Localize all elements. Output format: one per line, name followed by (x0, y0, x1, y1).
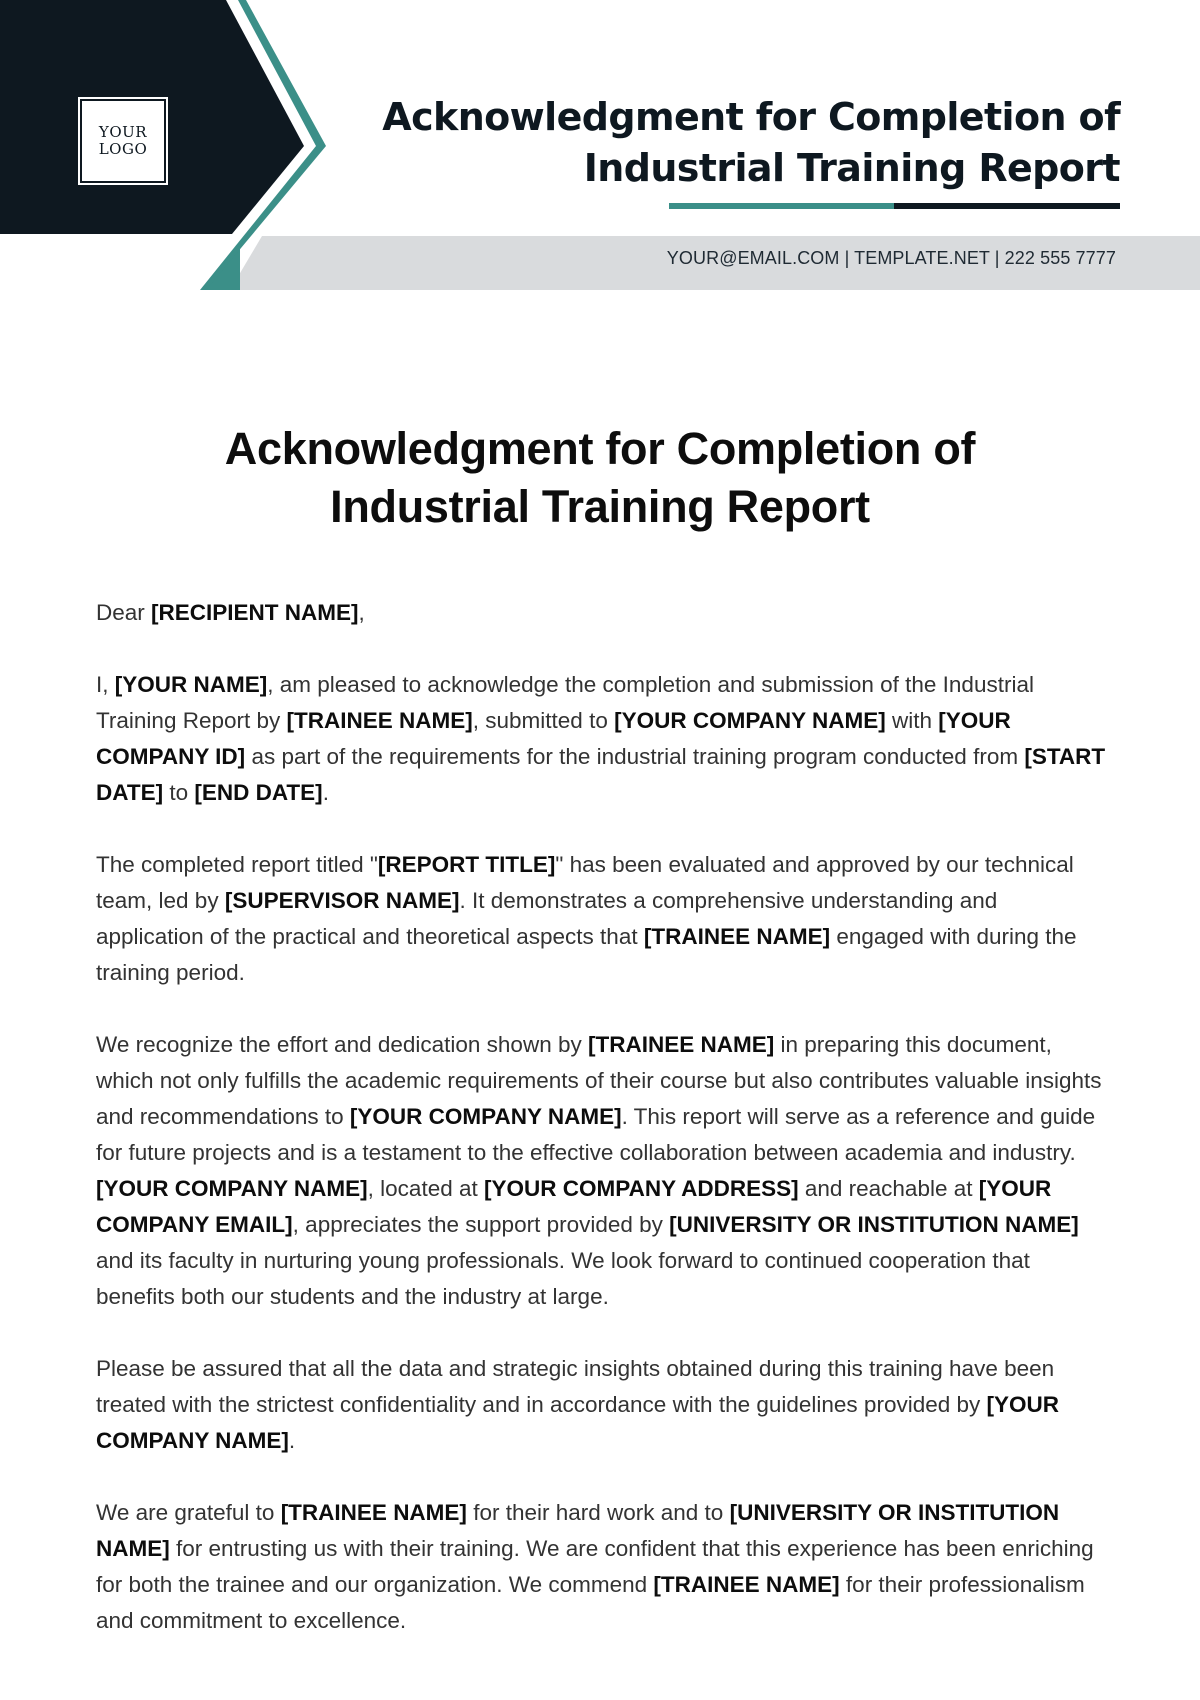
p2-placeholder: [REPORT TITLE] (377, 852, 556, 877)
p6-placeholder: [UNIVERSITY OR INSTITUTION NAME] (96, 1500, 1060, 1561)
p1-placeholder: [YOUR COMPANY NAME] (614, 708, 886, 733)
p1-text: I, (96, 672, 115, 697)
p2-placeholder: [SUPERVISOR NAME] (224, 888, 460, 913)
p3-text: . This report will serve as a reference and guide for future projects and is a testament to the effective collaboration between academia and industry. (96, 1104, 1096, 1165)
p1-text: to (163, 780, 195, 805)
contact-info: YOUR@EMAIL.COM | TEMPLATE.NET | 222 555 7777 (666, 248, 1116, 268)
header-title-line1: Acknowledgment for Completion of (382, 95, 1120, 139)
letterhead (0, 0, 1200, 300)
recipient-name-placeholder: [RECIPIENT NAME] (151, 600, 359, 625)
paragraph-5 (96, 1351, 1106, 1459)
p5-placeholder: [YOUR COMPANY NAME] (96, 1392, 1060, 1453)
p1-text: , submitted to (472, 708, 615, 733)
title-underline-dark (894, 203, 1120, 209)
logo-text-line2: LOGO (98, 140, 148, 158)
paragraph-4 (96, 1171, 1106, 1315)
logo-text (99, 124, 148, 159)
salutation (96, 595, 1106, 631)
title-underline-teal (669, 203, 894, 209)
p4-text: , located at (367, 1176, 484, 1201)
p1-placeholder: [TRAINEE NAME] (286, 708, 473, 733)
paragraph-2 (96, 847, 1106, 991)
p6-text: We are grateful to (96, 1500, 281, 1525)
p2-text: " has been evaluated and approved by our technical team, led by (96, 852, 1074, 913)
p1-text: , am pleased to acknowledge the completion and submission of the Industrial Training Report by (96, 672, 1034, 733)
p4-placeholder: [YOUR COMPANY EMAIL] (96, 1176, 1052, 1237)
header-title-line2: Industrial Training Report (583, 146, 1120, 190)
document-title-line2: Industrial Training Report (330, 481, 870, 532)
p2-text: engaged with during the training period. (96, 924, 1077, 985)
p4-text: , appreciates the support provided by (292, 1212, 670, 1237)
logo-placeholder (82, 101, 164, 181)
p4-placeholder: [UNIVERSITY OR INSTITUTION NAME] (669, 1212, 1079, 1237)
logo-text-line1: YOUR (98, 122, 148, 141)
paragraph-6 (96, 1495, 1106, 1639)
p2-placeholder: [TRAINEE NAME] (643, 924, 831, 949)
p6-placeholder: [TRAINEE NAME] (280, 1500, 467, 1525)
letter-body (96, 595, 1106, 1639)
p5-text: Please be assured that all the data and strategic insights obtained during this training have been treated with the strictest confidentiality and in accordance with the guidelines provided by (96, 1356, 1055, 1417)
p4-text: and its faculty in nurturing young professionals. We look forward to continued cooperation that benefits both our students and the industry at large. (96, 1248, 1030, 1309)
p6-text: for their hard work and to (466, 1500, 730, 1525)
p1-placeholder: [END DATE] (194, 780, 323, 805)
p1-placeholder: [START DATE] (96, 744, 1106, 805)
salutation-text: Dear (96, 600, 152, 625)
p2-text: The completed report titled " (96, 852, 378, 877)
p4-placeholder: [YOUR COMPANY NAME] (96, 1176, 368, 1201)
paragraph-3 (96, 1027, 1106, 1171)
document-title-line1: Acknowledgment for Completion of (224, 423, 976, 474)
p1-text: as part of the requirements for the industrial training program conducted from (245, 744, 1025, 769)
p2-text: . It demonstrates a comprehensive understanding and application of the practical and theoretical aspects that (96, 888, 998, 949)
p3-text: We recognize the effort and dedication shown by (96, 1032, 588, 1057)
title-underline (669, 203, 1120, 209)
p5-text: . (288, 1428, 296, 1453)
salutation-comma: , (358, 600, 365, 625)
p6-placeholder: [TRAINEE NAME] (653, 1572, 840, 1597)
document-title (100, 420, 1100, 536)
p6-text: for entrusting us with their training. We are confident that this experience has been enriching for both the trainee and our organization. We commend (96, 1536, 1094, 1597)
header-title (300, 92, 1120, 194)
p3-placeholder: [YOUR COMPANY NAME] (349, 1104, 622, 1129)
p4-text: and reachable at (798, 1176, 979, 1201)
p1-text: . (322, 780, 329, 805)
p1-text: with (885, 708, 939, 733)
p4-placeholder: [YOUR COMPANY ADDRESS] (484, 1176, 799, 1201)
p1-placeholder: [YOUR NAME] (114, 672, 268, 697)
p6-text: for their professionalism and commitment to excellence. (96, 1572, 1085, 1633)
p1-placeholder: [YOUR COMPANY ID] (96, 708, 1011, 769)
paragraph-1 (96, 667, 1106, 811)
p3-placeholder: [TRAINEE NAME] (587, 1032, 775, 1057)
p3-text: in preparing this document, which not only fulfills the academic requirements of their course but also contributes valuable insights and recommendations to (96, 1032, 1102, 1129)
